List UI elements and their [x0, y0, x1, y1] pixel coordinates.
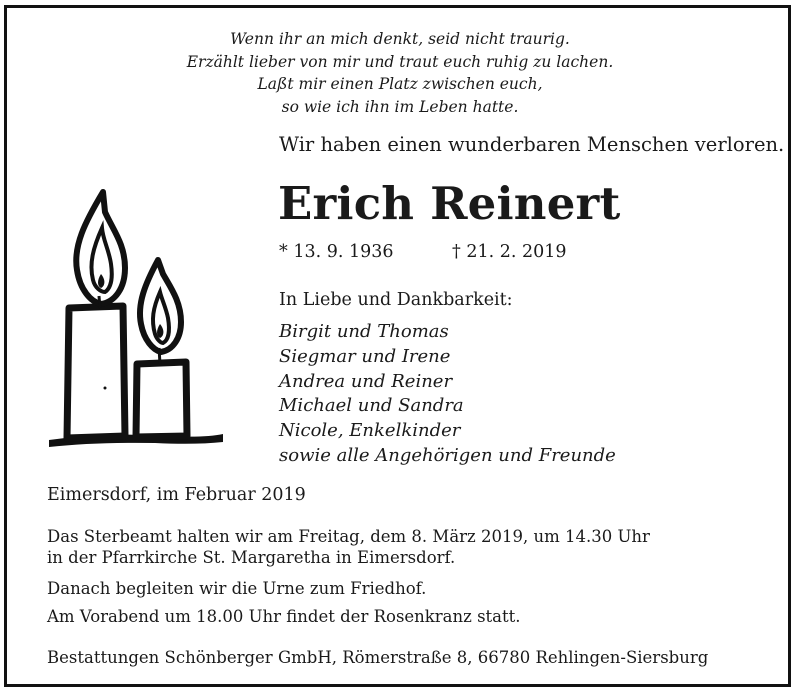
mourner-entry: Andrea und Reiner [279, 370, 453, 392]
mourner-entry: Michael und Sandra [279, 395, 464, 417]
mourner-entry: sowie alle Angehörigen und Freunde [279, 444, 616, 466]
poem-line: so wie ich ihn im Leben hatte. [281, 97, 519, 116]
poem-line: Erzählt lieber von mir und traut euch ruhig zu lachen. [186, 52, 614, 71]
rosary-info: Am Vorabend um 18.00 Uhr findet der Rosenkranz statt. [47, 607, 521, 626]
funeral-line: Das Sterbeamt halten wir am Freitag, dem 8. März 2019, um 14.30 Uhr [47, 527, 650, 546]
deceased-name: Erich Reinert [278, 177, 621, 230]
urn-info: Danach begleiten wir die Urne zum Friedhof. [47, 579, 427, 598]
memorial-poem [0, 28, 800, 118]
mourner-entry: Nicole, Enkelkinder [279, 420, 461, 442]
mourner-entry: Birgit und Thomas [279, 321, 449, 342]
two-candles-icon [45, 188, 227, 450]
mourner-entry: Siegmar und Irene [279, 345, 451, 367]
undertaker-info: Bestattungen Schönberger GmbH, Römerstraße 8, 66780 Rehlingen-Siersburg [47, 648, 709, 667]
lead-sentence: Wir haben einen wunderbaren Menschen verloren. [279, 133, 785, 156]
poem-line: Wenn ihr an mich denkt, seid nicht traurig. [230, 30, 570, 48]
funeral-service-info [47, 526, 650, 568]
place-and-date: Eimersdorf, im Februar 2019 [47, 485, 306, 505]
poem-line: Laßt mir einen Platz zwischen euch, [257, 75, 543, 93]
mourners-list [279, 320, 616, 469]
funeral-line: in der Pfarrkirche St. Margaretha in Eimersdorf. [47, 548, 456, 567]
life-dates [279, 242, 567, 262]
thanks-heading: In Liebe und Dankbarkeit: [279, 290, 513, 310]
death-date: † 21. 2. 2019 [452, 242, 567, 262]
birth-date: * 13. 9. 1936 [279, 242, 394, 262]
